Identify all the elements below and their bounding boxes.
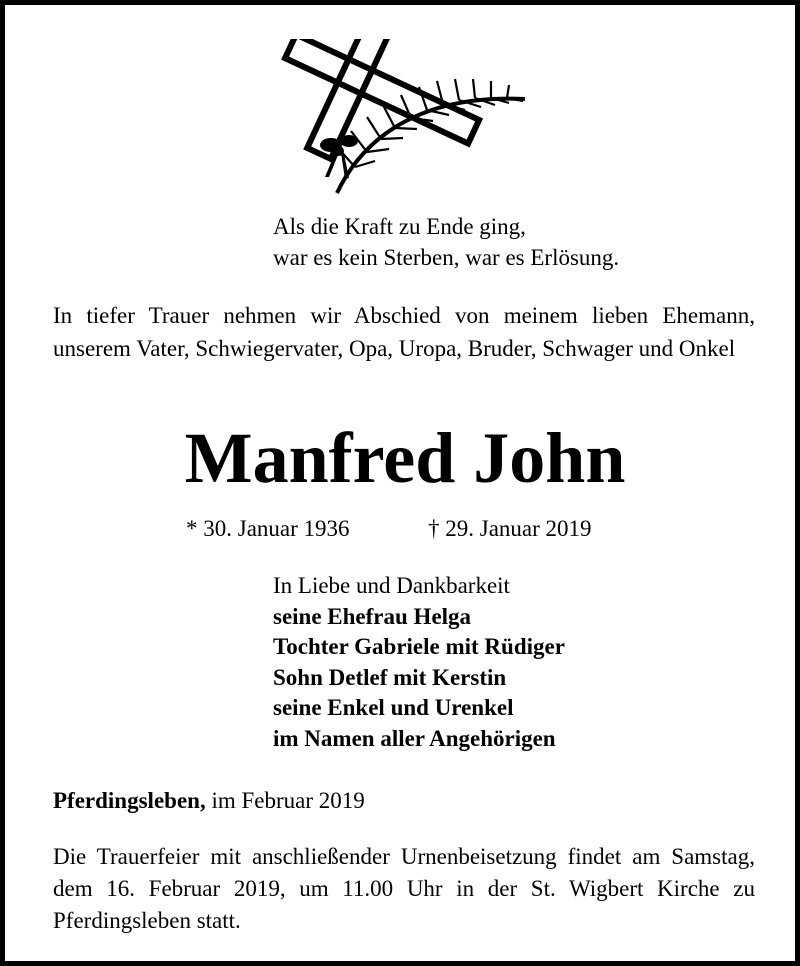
place-town: Pferdingsleben, bbox=[53, 788, 206, 813]
mourner-line: seine Enkel und Urenkel bbox=[273, 695, 514, 720]
mourner-line: seine Ehefrau Helga bbox=[273, 603, 472, 629]
mourner-line: im Namen aller Angehörigen bbox=[273, 725, 556, 751]
mourners-intro: In Liebe und Dankbarkeit bbox=[273, 573, 510, 598]
mourners-list bbox=[273, 571, 565, 754]
quote-line: war es kein Sterben, war es Erlösung. bbox=[273, 245, 620, 270]
mourner-line: Sohn Detlef mit Kerstin bbox=[273, 664, 507, 690]
mourner-line: Tochter Gabriele mit Rüdiger bbox=[273, 634, 565, 659]
place-date: im Februar 2019 bbox=[205, 788, 365, 813]
memorial-quote bbox=[273, 211, 619, 273]
birth-date: * 30. Januar 1936 bbox=[186, 516, 350, 541]
ceremony-details: Die Trauerfeier mit anschließender Urnenbeisetzung findet am Samstag, dem 16. Februar 2019, um 11.00 Uhr in der St. Wigbert Kirche zu Pferdingsleben statt. bbox=[53, 844, 755, 933]
place-and-date bbox=[53, 785, 365, 817]
death-date: † 29. Januar 2019 bbox=[428, 516, 592, 541]
cross-with-palm-frond-icon bbox=[275, 39, 535, 199]
quote-line: Als die Kraft zu Ende ging, bbox=[273, 214, 526, 239]
intro-paragraph: In tiefer Trauer nehmen wir Abschied von meinem lieben Ehemann, unserem Vater, Schwiegervater, Opa, Uropa, Bruder, Schwager und Onkel bbox=[53, 303, 755, 361]
deceased-name: Manfred John bbox=[184, 418, 626, 498]
life-dates bbox=[5, 513, 800, 545]
